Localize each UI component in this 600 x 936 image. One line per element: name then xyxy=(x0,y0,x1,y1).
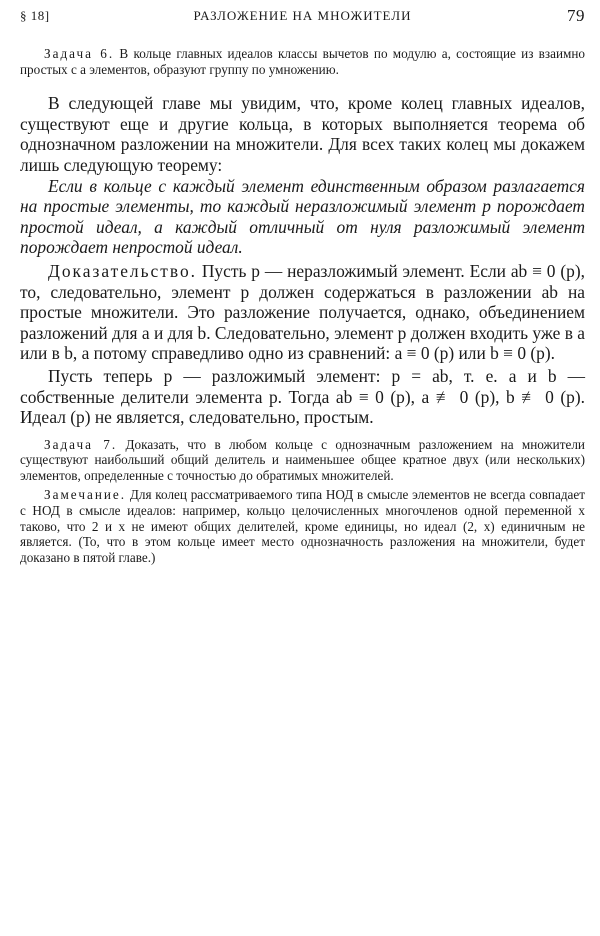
proof-paragraph-1 xyxy=(20,261,585,364)
proof-text: Пусть p — неразложимый элемент. Если ab ≡ 0 (p), то, следовательно, элемент p должен содержаться в разложении ab на простые множители. Это разложение получается, однако, объединением разложений для a и для b. Следовательно, элемент p должен входить уже в a или в b, а потому справедливо одно из сравнений: a ≡ 0 (p) или b ≡ 0 (p). xyxy=(20,260,586,364)
section-number: § 18] xyxy=(20,8,50,23)
running-header xyxy=(20,6,585,36)
remark-label: Замечание. xyxy=(44,487,127,503)
exercise-6 xyxy=(20,46,585,77)
book-page xyxy=(20,0,585,565)
exercise-7-text: Доказать, что в любом кольце с однозначным разложением на множители существуют наибольший общий делитель и наименьшее общее кратное двух (или нескольких) элементов, определенные с точностью до обратимых множителей. xyxy=(20,436,585,483)
intro-paragraph: В следующей главе мы увидим, что, кроме колец главных идеалов, существуют еще и другие кольца, в которых выполняется теорема об однозначном разложении на множители. Для всех таких колец мы докажем лишь следующую теорему: xyxy=(20,93,585,175)
theorem-statement: Если в кольце с каждый элемент единственным образом разлагается на простые элементы, то каждый неразложимый элемент p порождает простой идеал, а каждый отличный от нуля разложимый элемент порождает непростой идеал. xyxy=(20,175,585,258)
remark xyxy=(20,487,585,565)
exercise-6-text: В кольце главных идеалов классы вычетов по модулю a, состоящие из взаимно простых с a элементов, образуют группу по умножению. xyxy=(20,46,586,77)
exercise-7 xyxy=(20,437,585,484)
page-number: 79 xyxy=(567,6,585,25)
chapter-title: РАЗЛОЖЕНИЕ НА МНОЖИТЕЛИ xyxy=(193,8,412,23)
proof-label: Доказательство. xyxy=(48,260,197,281)
exercise-7-label: Задача 7. xyxy=(44,436,118,452)
proof-paragraph-2: Пусть теперь p — разложимый элемент: p = ab, т. е. a и b — собственные делители элемента p. Тогда ab ≡ 0 (p), a ≢ 0 (p), b ≢ 0 (p). Идеал (p) не является, следовательно, простым. xyxy=(20,365,585,428)
remark-text: Для колец рассматриваемого типа НОД в смысле элементов не всегда совпадает с НОД в смысле идеалов: например, кольцо целочисленных многочленов одной переменной x таково, что 2 и x не имеют общих делителей, кроме единицы, но идеал (2, x) единичным не является. (То, что в этом кольце имеет место однозначность разложения на множители, будет доказано в пятой главе.) xyxy=(20,487,586,565)
exercise-6-label: Задача 6. xyxy=(44,46,115,61)
